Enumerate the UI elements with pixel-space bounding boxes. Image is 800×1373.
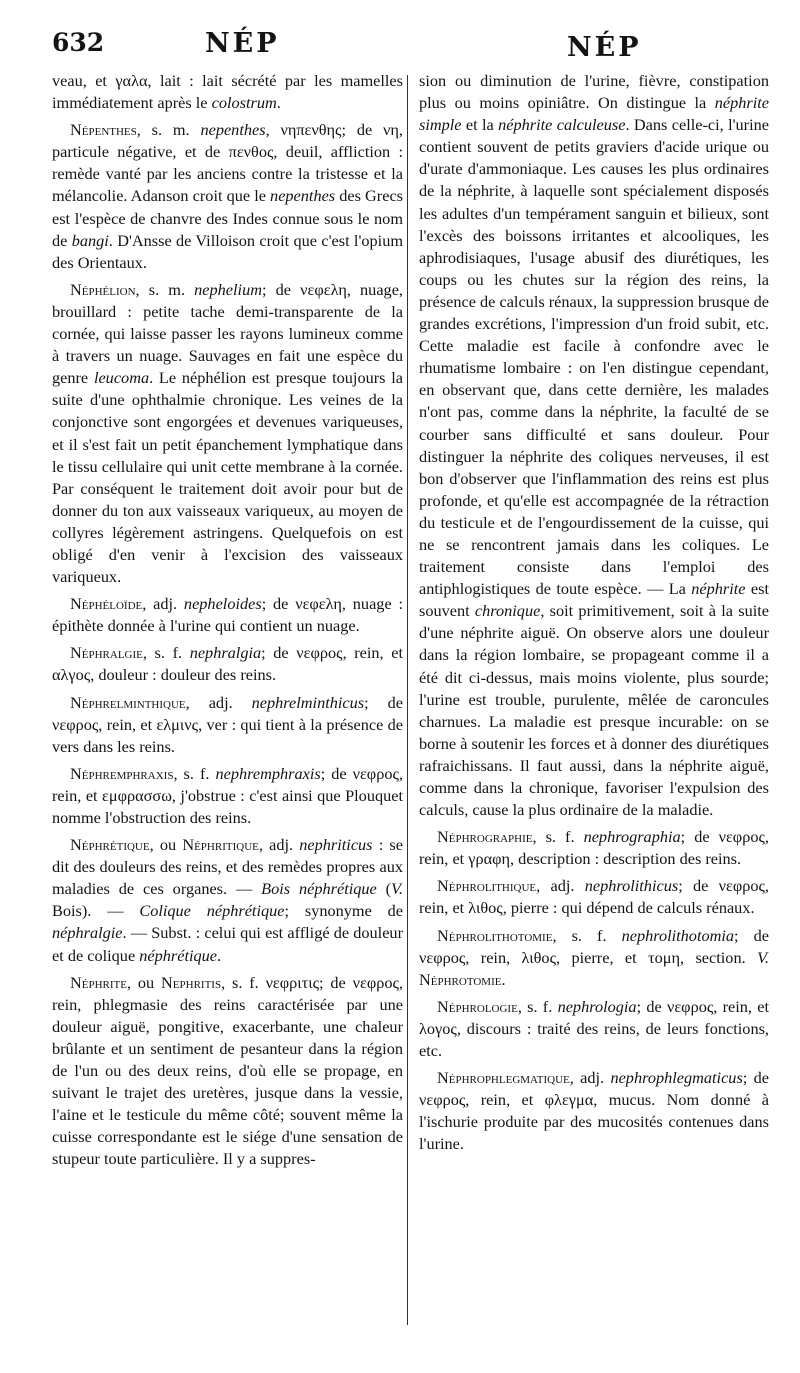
italic-term: nephralgia	[189, 643, 262, 663]
column-divider	[407, 75, 408, 1325]
headword: Néphrotomie	[419, 969, 502, 989]
italic-term: V.	[391, 879, 403, 899]
dictionary-entry	[419, 1067, 769, 1155]
entry-text: .	[217, 945, 222, 965]
entry-text: . Dans celle-ci, l'urine contient souvent de petits graviers d'acide urique ou d'urate d'ammoniaque. Les causes les plus ordinaires de la néphrite, à laquelle sont spécialement disposés les adultes d'un tempérament sanguin et bilieux, sont l'excès des boissons irritantes et alcooliques, les aphrodisiaques, l'usage abusif des diurétiques, les coups ou les chutes sur la région des reins, la présence de calculs rénaux, la suppression brusque de grandes excrétions, l'impression d'un froid subit, etc. Cette maladie est facile à confondre avec le rhumatisme lombaire : on l'en distingue cependant, en observant que, dans cette dernière, les malades n'ont pas, comme dans la néphrite, la faculté de se courber sans difficulté et sans douleur. Pour distinguer la néphrite des coliques nerveuses, il est bon d'observer que l'inflammation des reins est plus profonde, et qu'elle est accompagnée de la rétraction du testicule et de l'engourdissement de la cuisse, qui ne se rencontrent jamais dans les coliques. Le traitement consiste dans l'emploi des antiphlogistiques de toute espèce. — La	[419, 115, 769, 599]
headword: Néphrologie	[437, 996, 518, 1016]
entry-text: ; de νεφρος, rein, et φλεγμα, mucus. Nom donné à l'ischurie produite par des mucosités contenues dans l'urine.	[419, 1068, 769, 1154]
entry-text: ; synonyme de	[284, 901, 404, 921]
entry-text: , adj.	[142, 594, 184, 614]
italic-term: nephrologia	[557, 996, 637, 1016]
entry-text: , ou	[149, 835, 183, 855]
entry-text: , adj.	[258, 835, 300, 855]
entry-text: ; de νεφρος, rein, et λογος, discours : traité des reins, de leurs fonctions, etc.	[419, 996, 769, 1061]
italic-term: Colique néphrétique	[139, 901, 285, 921]
headword: Néphrolithique	[437, 876, 537, 896]
italic-term: néphrite	[691, 579, 746, 599]
entry-text: ; de νεφελη, nuage, brouillard : petite tache demi-transparente de la cornée, qui laisse passer les rayons lumineux comme à travers un nuage. Sauvages en fait une espèce du genre	[52, 279, 403, 388]
entry-text: , s. m.	[135, 279, 195, 299]
entry-text: .	[501, 969, 506, 989]
italic-term: nephriticus	[299, 835, 373, 855]
headword: Néphrétique	[70, 835, 150, 855]
dictionary-entry	[419, 826, 769, 870]
italic-term: nephrographia	[583, 827, 681, 847]
italic-term: nephrelminthicus	[251, 692, 365, 712]
entry-text: ; de νεφρος, rein, λιθος, pierre, et τομη, section.	[419, 925, 769, 967]
dictionary-entry	[419, 875, 769, 919]
italic-term: nephremphraxis	[215, 763, 321, 783]
entry-text: , s. f.	[173, 763, 216, 783]
italic-term: néphrite simple	[419, 93, 769, 135]
entry-text: ; de νεφρος, rein, et εμφρασσω, j'obstrue : c'est ainsi que Plouquet nomme l'obstruction des reins.	[52, 763, 403, 827]
italic-term: colostrum	[211, 93, 277, 113]
entry-text: , adj.	[185, 692, 252, 712]
entry-text: ; de νεφρος, rein, et ελμινς, ver : qui tient à la présence de vers dans les reins.	[52, 692, 403, 756]
entry-text: , νηπενθης; de νη, particule négative, et de πενθος, deuil, affliction : remède vanté par les anciens contre la tristesse et la mélancolie. Adanson croit que le	[52, 120, 403, 206]
left-column	[52, 70, 403, 1176]
italic-term: bangi	[71, 230, 109, 250]
entry-text: des Grecs est l'espèce de chanvre des Indes connue sous le nom de	[52, 186, 404, 250]
entry-text: sion ou diminution de l'urine, fièvre, constipation plus ou moins opiniâtre. On distingue la	[419, 71, 769, 113]
entry-text: , s. f. νεφριτις; de νεφρος, rein, phlegmasie des reins caractérisée par une douleur aiguë, pongitive, exacerbante, une chaleur brûlante et un sentiment de pesanteur dans la région de l'un ou des deux reins, d'où elle se propage, en suivant le trajet des uretères, jusque dans la vessie, l'aine et le testicule du même côté; souvent même la cuisse correspondante est le siége d'une sensation de stupeur toute particulière. Il y a suppres-	[52, 972, 403, 1169]
entry-text: (	[376, 879, 392, 899]
entry-text: , s. f.	[552, 925, 622, 945]
italic-term: nephelium	[194, 279, 262, 299]
headword: Néphéloïde	[70, 594, 143, 614]
entry-text: , s. f.	[517, 996, 558, 1016]
headword: Néphélion	[70, 279, 136, 299]
entry-text: est souvent	[419, 579, 769, 621]
italic-term: nepheloides	[183, 594, 262, 614]
entry-text: . D'Ansse de Villoison croit que c'est l'opium des Orientaux.	[52, 230, 403, 272]
headword: Néphralgie	[70, 643, 143, 663]
entry-text: , s. f.	[142, 643, 190, 663]
italic-term: chronique	[474, 601, 541, 621]
headword: Néphritique	[182, 835, 259, 855]
dictionary-entry	[52, 279, 403, 588]
dictionary-entry	[52, 834, 403, 967]
entry-text: ; de νεφρος, rein, et λιθος, pierre : qui dépend de calculs rénaux.	[419, 876, 769, 918]
continued-text	[52, 70, 403, 114]
entry-text: ; de νεφρος, rein, et γραφη, description : description des reins.	[419, 827, 769, 869]
headword: Néphremphraxis	[70, 763, 174, 783]
italic-term: nephrolithotomia	[621, 925, 735, 945]
headword: Néphrite	[70, 972, 127, 992]
italic-term: nephrophlegmaticus	[610, 1068, 743, 1088]
entry-text: .	[276, 93, 281, 113]
dictionary-entry	[52, 692, 403, 758]
dictionary-entry	[52, 593, 403, 637]
dictionary-entry	[52, 119, 403, 274]
italic-term: néphrétique	[139, 945, 218, 965]
entry-text: , s. f.	[532, 827, 584, 847]
left-running-head: NÉP	[205, 28, 280, 59]
italic-term: néphrite calculeuse	[498, 115, 626, 135]
entry-text: : se dit des douleurs des reins, et des remèdes propres aux maladies de ces organes. —	[52, 835, 403, 899]
entry-text: , soit primitivement, soit à la suite d'une néphrite aiguë. On observe alors une douleur dans la région lombaire, se propageant comme il a été dit ci-dessus, mais moins violente, plus sourde; l'urine est trouble, purulente, mêlée de caroncules charnues. La maladie est presque incurable: on se borne à soutenir les forces et à donner des diurétiques rafraichissans. Il faut aussi, dans la néphrite aiguë, comme dans la chronique, favoriser l'expulsion des calculs, cause la plus ordinaire de la maladie.	[419, 601, 770, 820]
italic-term: V.	[757, 947, 769, 967]
entry-text: , adj.	[536, 876, 585, 896]
entry-text: , s. m.	[136, 120, 201, 140]
entry-text: veau, et γαλα, lait : lait sécrété par les mamelles immédiatement après le	[52, 71, 403, 113]
dictionary-entry	[52, 972, 403, 1171]
right-running-head: NÉP	[567, 32, 642, 63]
entry-text: , adj.	[569, 1068, 611, 1088]
entry-text: Bois). —	[52, 901, 140, 921]
entry-text: . — Subst. : celui qui est affligé de douleur et de colique	[52, 923, 403, 965]
headword: Nephritis	[161, 972, 222, 992]
entry-text: , ou	[126, 972, 162, 992]
headword: Néphrophlegmatique	[437, 1068, 570, 1088]
running-header	[0, 28, 800, 68]
right-column	[419, 70, 769, 1161]
headword: Népenthes	[70, 120, 137, 140]
entry-text: . Le néphélion est presque toujours la suite d'une ophthalmie chronique. Les veines de la conjonctive sont engorgées et devenues variqueuses, et il s'est fait un petit épanchement lymphatique dans le tissu cellulaire qui unit cette membrane à la cornée. Par conséquent le traitement doit avoir pour but de donner du ton aux vaisseaux variqueux, au moyen de collyres légèrement astringens. Quelquefois on est obligé d'en venir à l'excision des vaisseaux variqueux.	[52, 368, 404, 587]
dictionary-entry	[52, 642, 403, 686]
dictionary-entry	[419, 996, 769, 1062]
headword: Néphrographie	[437, 827, 533, 847]
headword: Néphrolithotomie	[437, 925, 553, 945]
dictionary-entry	[52, 763, 403, 829]
italic-term: néphralgie	[52, 923, 123, 943]
italic-term: Bois néphrétique	[261, 879, 377, 899]
headword: Néphrelminthique	[70, 692, 186, 712]
continued-text	[419, 70, 769, 821]
dictionary-entry	[419, 925, 769, 991]
page-number: 632	[52, 28, 105, 57]
italic-term: nephrolithicus	[584, 876, 679, 896]
entry-text: ; de νεφελη, nuage : épithète donnée à l'urine qui contient un nuage.	[52, 594, 404, 636]
italic-term: nepenthes	[270, 186, 336, 206]
italic-term: leucoma	[93, 368, 150, 388]
entry-text: et la	[461, 115, 499, 135]
italic-term: nepenthes	[200, 120, 266, 140]
entry-text: ; de νεφρος, rein, et αλγος, douleur : douleur des reins.	[52, 643, 403, 685]
